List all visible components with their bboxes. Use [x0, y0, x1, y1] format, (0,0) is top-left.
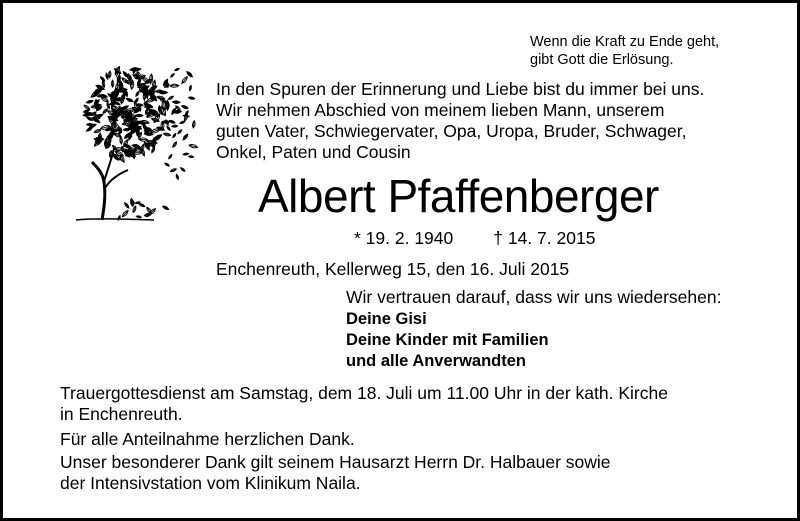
leaf-mark	[119, 137, 122, 144]
leaf-mark	[157, 95, 165, 100]
leaf-mark	[172, 101, 180, 104]
birth-date: * 19. 2. 1940	[354, 228, 454, 248]
leaf-mark	[188, 155, 194, 158]
leaf-mark	[175, 174, 179, 180]
leaf-mark	[151, 147, 156, 154]
leaf-mark	[138, 203, 145, 208]
leaf-mark	[108, 71, 111, 78]
leaf-mark	[188, 96, 195, 99]
leaf-mark	[121, 209, 129, 217]
service-line-1: Trauergottesdienst am Samstag, dem 18. Juli um 11.00 Uhr in der kath. Kirche	[60, 383, 668, 403]
leaf-mark	[136, 215, 142, 218]
leaf-mark	[180, 120, 186, 124]
intro-line-4: Onkel, Paten und Cousin	[216, 142, 411, 162]
leaf-mark	[151, 117, 160, 122]
leaf-mark	[158, 105, 161, 112]
leaf-mark	[133, 151, 142, 154]
leaf-mark	[162, 120, 170, 123]
intro-line-3: guten Vater, Schwiegervater, Opa, Uropa, Bruder, Schwager,	[216, 121, 687, 141]
trust-line: Wir vertrauen darauf, dass wir uns wiedersehen:	[346, 287, 722, 307]
leaf-mark	[192, 120, 196, 128]
mourner-2: Deine Kinder mit Familien	[346, 331, 549, 349]
intro-line-2: Wir nehmen Abschied von meinem lieben Mann, unserem	[216, 100, 665, 120]
intro-line-1: In den Spuren der Erinnerung und Liebe bist du immer bei uns.	[216, 79, 705, 99]
leaf-mark	[168, 154, 173, 160]
leaf-mark	[181, 105, 189, 110]
special-thanks-line-1: Unser besonderer Dank gilt seinem Hausarzt Herrn Dr. Halbauer sowie	[60, 452, 611, 472]
leaf-mark	[163, 132, 171, 136]
service-line-2: in Enchenreuth.	[60, 404, 183, 424]
leaf-mark	[126, 97, 134, 102]
leaf-mark	[172, 125, 178, 128]
place-and-date: Enchenreuth, Kellerweg 15, den 16. Juli 2015	[216, 259, 570, 279]
motto-line-2: gibt Gott die Erlösung.	[530, 52, 674, 68]
leaf-mark	[172, 133, 177, 138]
leaf-mark	[170, 73, 175, 78]
leaf-mark	[129, 75, 132, 82]
leaf-mark	[166, 126, 171, 131]
mourners-list	[346, 309, 549, 372]
special-thanks-line-2: der Intensivstation vom Klinikum Naila.	[60, 473, 361, 493]
tree-with-falling-leaves-icon	[62, 58, 200, 224]
intro-text	[216, 79, 704, 163]
leaf-mark	[183, 153, 189, 156]
leaf-mark	[170, 168, 177, 173]
general-thanks: Für alle Anteilnahme herzlichen Dank.	[60, 429, 355, 449]
leaf-mark	[159, 91, 168, 94]
leaf-mark	[139, 137, 149, 141]
leaf-mark	[150, 91, 154, 101]
leaf-mark	[170, 84, 179, 88]
leaf-mark	[189, 85, 192, 91]
death-date: † 14. 7. 2015	[493, 228, 596, 248]
leaf-mark	[135, 91, 140, 97]
leaf-mark	[177, 129, 182, 134]
leaf-mark	[180, 167, 186, 172]
leaf-mark	[174, 68, 179, 72]
mourner-1: Deine Gisi	[346, 310, 427, 328]
leaf-mark	[172, 141, 178, 148]
motto-line-1: Wenn die Kraft zu Ende geht,	[530, 34, 720, 50]
mourner-3: und alle Anverwandten	[346, 352, 527, 370]
leaf-mark	[189, 144, 198, 149]
leaf-mark	[106, 102, 110, 109]
life-dates	[354, 228, 595, 249]
leaf-mark	[152, 133, 163, 142]
leaf-mark	[124, 202, 130, 209]
motto	[530, 33, 719, 69]
leaf-mark	[86, 123, 93, 125]
leaf-mark	[168, 95, 174, 100]
leaf-mark	[86, 99, 94, 103]
deceased-name: Albert Pfaffenberger	[258, 170, 659, 222]
special-thanks	[60, 452, 611, 494]
leaf-mark	[111, 80, 114, 87]
leaf-mark	[114, 101, 120, 106]
leaf-mark	[123, 128, 131, 131]
leaf-mark	[120, 94, 125, 104]
leaf-mark	[162, 205, 169, 210]
leaf-mark	[182, 133, 189, 141]
funeral-service-info	[60, 383, 668, 425]
leaf-mark	[86, 116, 93, 121]
leaf-mark	[181, 76, 189, 85]
leaf-mark	[164, 162, 170, 166]
